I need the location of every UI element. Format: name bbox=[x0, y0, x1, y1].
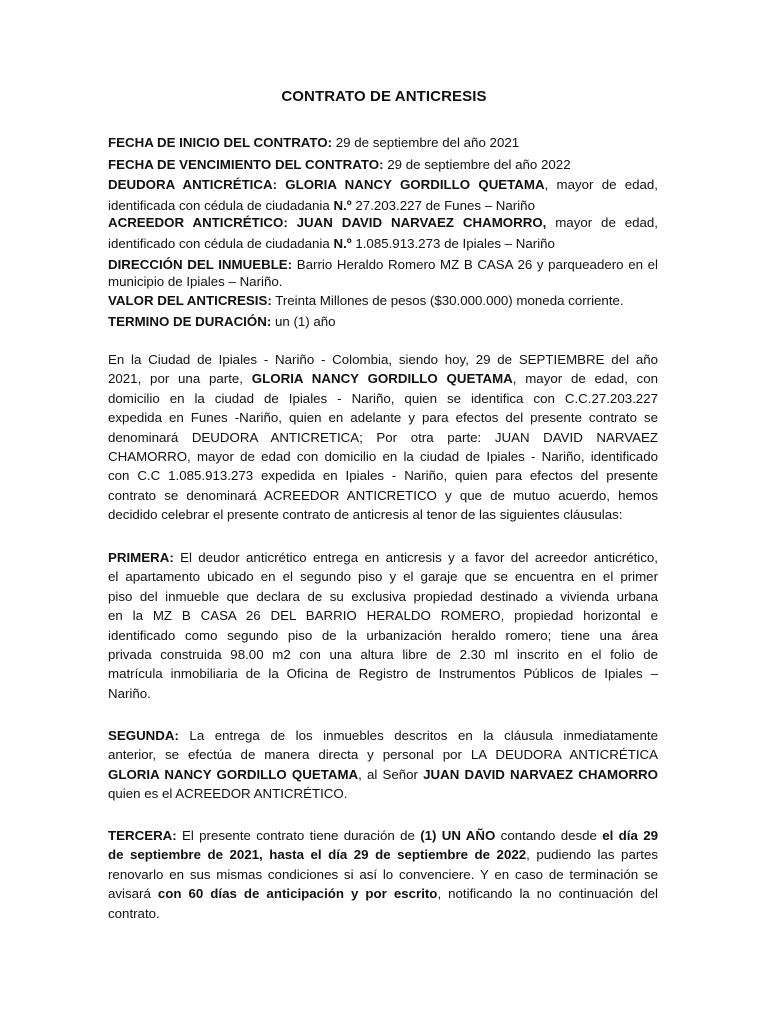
text-bold: (1) UN AÑO bbox=[420, 828, 496, 843]
clause-segunda bbox=[108, 726, 658, 804]
clause-label: PRIMERA: bbox=[108, 550, 174, 565]
text-line: expedida en Funes -Nariño, quien en adelante y para efectos del presente contrato se bbox=[108, 410, 658, 426]
field-value: Treinta Millones de pesos ($30.000.000) moneda corriente. bbox=[271, 293, 624, 308]
text-span: 2021, por una parte, bbox=[108, 371, 252, 387]
text-line: identificado como segundo piso de la urbanización heraldo romero; tiene una área bbox=[108, 627, 658, 643]
text-span: El presente contrato tiene duración de bbox=[176, 828, 421, 843]
text-span: , pudiendo las partes bbox=[526, 847, 659, 863]
field-value: N.º bbox=[333, 198, 352, 213]
field-label: DEUDORA ANTICRÉTICA: GLORIA NANCY GORDILLO QUETAMA bbox=[108, 177, 545, 192]
field-label: VALOR DEL ANTICRESIS: bbox=[108, 293, 272, 308]
text-line bbox=[108, 765, 658, 784]
field-value: identificado con cédula de ciudadania bbox=[108, 236, 334, 251]
text-span: El deudor anticrético entrega en anticresis y a favor del acreedor anticrético, bbox=[173, 550, 658, 565]
text-line: piso del inmueble que declara de su exclusiva propiedad destinado a vivienda urbana bbox=[108, 588, 658, 604]
field-deudora bbox=[108, 176, 658, 214]
text-span: , al Señor bbox=[358, 766, 424, 782]
field-fecha-vencimiento bbox=[108, 156, 658, 173]
text-line: el apartamento ubicado en el segundo piso y el garaje que se encuentra en el primer bbox=[108, 569, 658, 585]
field-value: 1.085.913.273 de Ipiales – Nariño bbox=[351, 236, 555, 251]
field-label: FECHA DE VENCIMIENTO DEL CONTRATO: bbox=[108, 157, 384, 172]
text-line bbox=[108, 548, 658, 567]
field-value: 27.203.227 de Funes – Nariño bbox=[351, 198, 535, 213]
text-line: con C.C 1.085.913.273 expedida en Ipiales - Nariño, quien para efectos del presente bbox=[108, 468, 658, 484]
text-span: , notificando la no continuación del bbox=[437, 886, 659, 902]
text-span: La entrega de los inmuebles descritos en la cláusula inmediatamente bbox=[178, 728, 658, 743]
text-line: en la MZ B CASA 26 DEL BARRIO HERALDO ROMERO, propiedad horizontal e bbox=[108, 608, 658, 624]
field-value: 29 de septiembre del año 2021 bbox=[332, 135, 520, 150]
field-value: mayor de edad, bbox=[546, 215, 658, 230]
text-line: En la Ciudad de Ipiales - Nariño - Colombia, siendo hoy, 29 de SEPTIEMBRE del año bbox=[108, 352, 658, 367]
text-line bbox=[108, 369, 658, 388]
field-value: identificada con cédula de ciudadania bbox=[108, 198, 334, 213]
text-bold: de septiembre de 2021, hasta el día 29 de septiembre de 2022 bbox=[108, 847, 527, 863]
document-title: CONTRATO DE ANTICRESIS bbox=[281, 88, 487, 105]
text-line: CHAMORRO, mayor de edad con domicilio en la ciudad de Ipiales - Nariño, identificado bbox=[108, 448, 658, 464]
text-line: denominará DEUDORA ANTICRETICA; Por otra parte: JUAN DAVID NARVAEZ bbox=[108, 429, 658, 445]
text-span: , mayor de edad, con bbox=[512, 371, 658, 387]
field-label: ACREEDOR ANTICRÉTICO: JUAN DAVID NARVAEZ CHAMORRO, bbox=[108, 215, 547, 230]
field-value: un (1) año bbox=[271, 314, 336, 329]
text-line: Nariño. bbox=[108, 685, 151, 701]
text-bold: el día 29 bbox=[602, 828, 658, 843]
field-label: TERMINO DE DURACIÓN: bbox=[108, 314, 272, 329]
text-line: matrícula inmobiliaria de la Oficina de Registro de Instrumentos Públicos de Ipiales – bbox=[108, 666, 658, 682]
clause-label: TERCERA: bbox=[108, 828, 177, 843]
clause-primera bbox=[108, 548, 658, 703]
text-line: anterior, se efectúa de manera directa y personal por LA DEUDORA ANTICRÉTICA bbox=[108, 747, 658, 763]
field-acreedor bbox=[108, 214, 658, 252]
field-value: N.º bbox=[333, 236, 352, 251]
text-line: contrato. bbox=[108, 905, 160, 921]
text-line bbox=[108, 884, 658, 903]
text-span: contando desde bbox=[495, 828, 603, 843]
field-fecha-inicio bbox=[108, 134, 658, 151]
clause-tercera bbox=[108, 826, 658, 923]
text-line: quien es el ACREEDOR ANTICRÉTICO. bbox=[108, 786, 348, 802]
field-label: DIRECCIÓN DEL INMUEBLE: bbox=[108, 257, 293, 272]
party-name: GLORIA NANCY GORDILLO QUETAMA bbox=[108, 766, 359, 782]
field-label: FECHA DE INICIO DEL CONTRATO: bbox=[108, 135, 333, 150]
party-name: JUAN DAVID NARVAEZ CHAMORRO bbox=[423, 766, 658, 782]
clause-label: SEGUNDA: bbox=[108, 728, 179, 743]
text-line: renovarlo en sus mismas condiciones si así lo convenciere. Y en caso de terminación se bbox=[108, 866, 658, 882]
text-line: decidido celebrar el presente contrato de anticresis al tenor de las siguientes cláusulas: bbox=[108, 507, 623, 523]
field-termino bbox=[108, 313, 658, 330]
text-line bbox=[108, 845, 658, 864]
field-value: Barrio Heraldo Romero MZ B CASA 26 y parqueadero en el bbox=[292, 257, 658, 272]
field-valor bbox=[108, 292, 658, 309]
text-line: domicilio en la ciudad de Ipiales - Nariño, quien se identifica con C.C.27.203.227 bbox=[108, 390, 658, 406]
text-line bbox=[108, 726, 658, 745]
intro-paragraph bbox=[108, 350, 658, 525]
field-value: municipio de Ipiales – Nariño. bbox=[108, 274, 283, 289]
field-value: 29 de septiembre del año 2022 bbox=[383, 157, 571, 172]
party-name: GLORIA NANCY GORDILLO QUETAMA bbox=[251, 371, 513, 387]
text-line: privada construida 98.00 m2 con una altura libre de 2.30 ml inscrito en el folio de bbox=[108, 646, 658, 662]
text-line: contrato se denominará ACREEDOR ANTICRETICO y que de mutuo acuerdo, hemos bbox=[108, 487, 658, 503]
text-line bbox=[108, 826, 658, 845]
text-bold: con 60 días de anticipación y por escrito bbox=[157, 886, 438, 902]
field-direccion bbox=[108, 256, 658, 290]
text-span: avisará bbox=[108, 886, 158, 902]
field-value: , mayor de edad, bbox=[544, 177, 658, 192]
